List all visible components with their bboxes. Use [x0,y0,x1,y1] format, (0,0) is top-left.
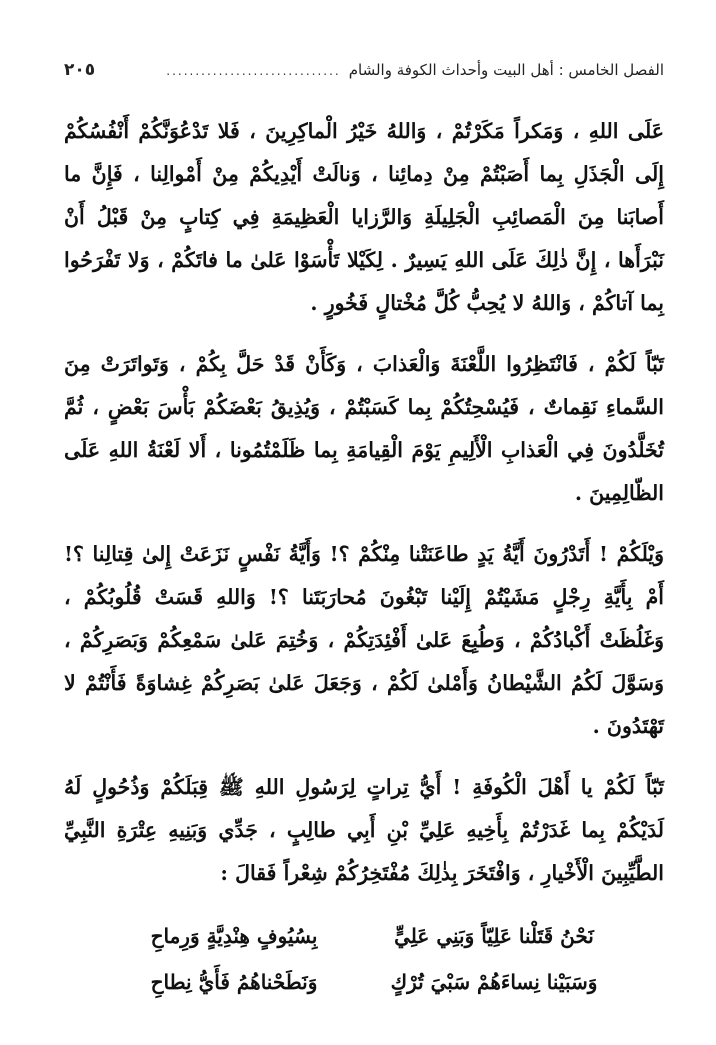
running-header [64,60,664,88]
poem-verse-1 [64,913,664,959]
book-page [64,60,664,1010]
page-number: ٢٠٥ [64,60,96,80]
body-text [64,110,664,895]
paragraph-4: تَبّاً لَكُمْ يا أَهْلَ الْكُوفَةِ ! أَيُّ تِراتٍ لِرَسُولِ اللهِ ﷺ قِبَلَكُمْ وَذُحُولٍ لَهُ لَدَيْكُمْ بِما غَدَرْتُمْ بِأَخِيهِ عَلِيِّ بْنِ أَبِي طالِبٍ ، جَدِّي وَبَنِيهِ عِتْرَةِ النَّبِيِّ الطَّيِّبِينَ الْأَخْيارِ ، وَافْتَخَرَ بِذٰلِكَ مُفْتَخِرُكُمْ شِعْراً فَقالَ : [64,775,664,885]
paragraph-2: تَبّاً لَكُمْ ، فَانْتَظِرُوا اللَّعْنَةَ وَالْعَذابَ ، وَكَأَنْ قَدْ حَلَّ بِكُمْ ، وَتَواتَرَتْ مِنَ السَّماءِ نَقِماتٌ ، فَيُسْحِتُكُمْ بِما كَسَبْتُمْ ، وَيُذِيقُ بَعْضَكُمْ بَأْسَ بَعْضٍ ، ثُمَّ تُخَلَّدُونَ فِي الْعَذابِ الْأَلِيمِ يَوْمَ الْقِيامَةِ بِما ظَلَمْتُمُونا ، أَلا لَعْنَةُ اللهِ عَلَى الظّالِمِينَ . [64,352,664,505]
paragraph-3: وَيْلَكُمْ ! أَتَدْرُونَ أَيَّةُ يَدٍ طاعَنَتْنا مِنْكُمْ ؟! وَأَيَّةُ نَفْسٍ نَزَعَتْ إِلىٰ قِتالِنا ؟! أَمْ بِأَيَّةِ رِجْلٍ مَشَيْتُمْ إِلَيْنا تَبْغُونَ مُحارَبَتَنا ؟! وَاللهِ قَسَتْ قُلُوبُكُمْ ، وَغَلُظَتْ أَكْبادُكُمْ ، وَطُبِعَ عَلىٰ أَفْئِدَتِكُمْ ، وَخُتِمَ عَلىٰ سَمْعِكُمْ وَبَصَرِكُمْ ، وَسَوَّلَ لَكُمُ الشَّيْطانُ وَأَمْلىٰ لَكُمْ ، وَجَعَلَ عَلىٰ بَصَرِكُمْ غِشاوَةً فَأَنْتُمْ لا تَهْتَدُونَ . [64,542,664,738]
verse-2-second-hemistich: وَنَطَحْناهُمُ فَأَيُّ نِطاحِ [150,970,318,994]
paragraph-1: عَلَى اللهِ ، وَمَكراً مَكَرْتُمْ ، وَاللهُ خَيْرُ الْماكِرِينَ ، فَلا تَدْعُوَنَّكُمْ أَنْفُسُكُمْ إِلَى الْجَذَلِ بِما أَصَبْتُمْ مِنْ دِمائِنا ، وَنالَتْ أَيْدِيكُمْ مِنْ أَمْوالِنا ، فَإِنَّ ما أَصابَنا مِنَ الْمَصائِبِ الْجَلِيلَةِ وَالرَّزايا الْعَظِيمَةِ فِي كِتابٍ مِنْ قَبْلُ أَنْ نَبْرَأَها ، إِنَّ ذٰلِكَ عَلَى اللهِ يَسِيرٌ . لِكَيْلا تَأْسَوْا عَلىٰ ما فاتَكُمْ ، وَلا تَفْرَحُوا بِما آتاكُمْ ، وَاللهُ لا يُحِبُّ كُلَّ مُخْتالٍ فَخُورٍ . [64,119,664,315]
poem-verse-2 [64,959,664,1005]
chapter-title: الفصل الخامس : أهل البيت وأحداث الكوفة والشام [348,61,664,79]
verse-2-first-hemistich: وَسَبَيْنا نِساءَهُمْ سَبْيَ تُرْكٍ [390,970,598,994]
poem [64,913,664,1005]
leader-dots: .............................. [166,64,341,78]
verse-1-second-hemistich: بِسُيُوفٍ هِنْدِيَّةٍ وَرِماحِ [150,924,318,948]
verse-1-first-hemistich: نَحْنُ قَتَلْنا عَلِيّاً وَبَنِي عَلِيٍّ [394,924,594,948]
